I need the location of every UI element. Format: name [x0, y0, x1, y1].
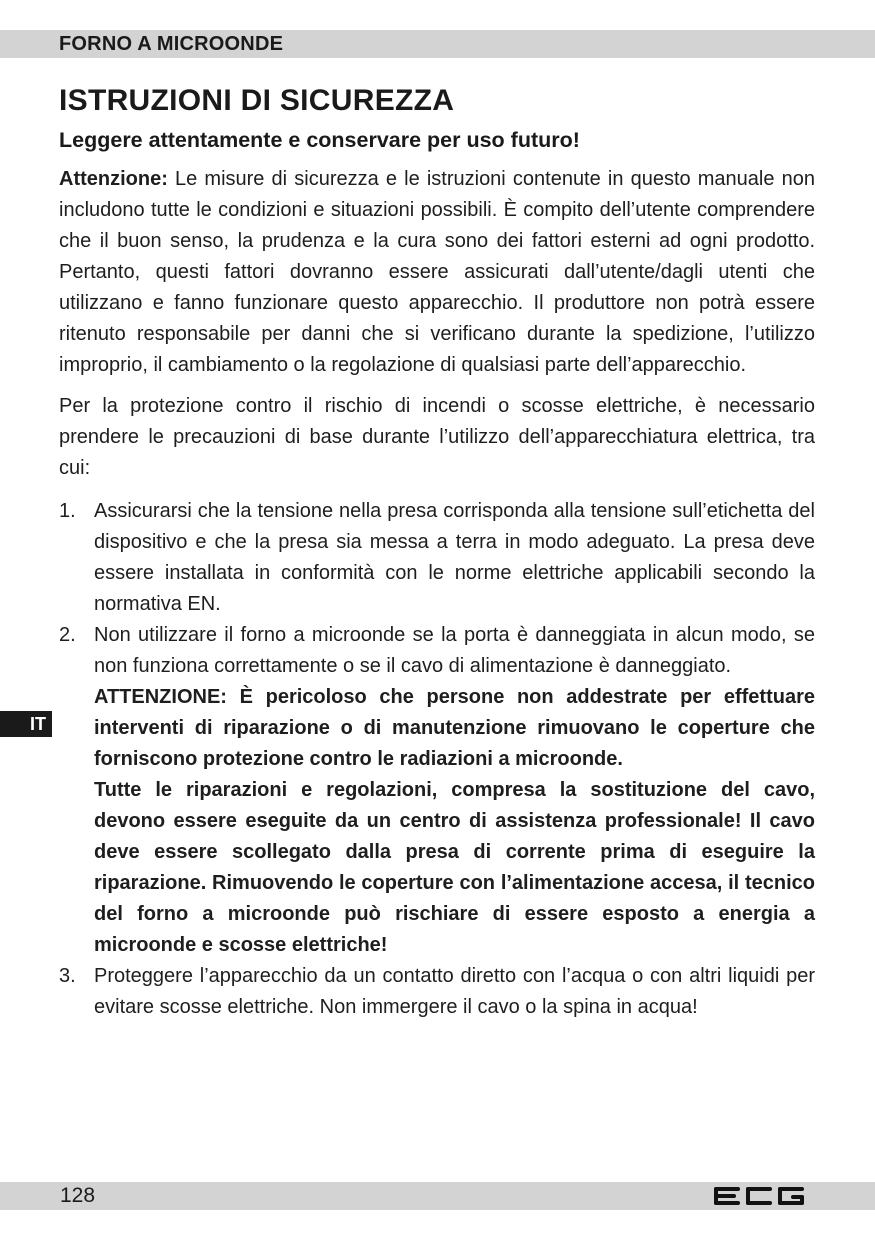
ecg-logo — [714, 1187, 804, 1205]
list-number: 3. — [59, 965, 76, 987]
intro-label: Attenzione: — [59, 168, 168, 190]
list-number: 2. — [59, 624, 76, 646]
list-item — [59, 620, 815, 961]
list-item-text: Non utilizzare il forno a microonde se la porta è danneggiata in alcun modo, se non funziona correttamente o se il cavo di alimentazione è danneggiato. — [94, 624, 815, 677]
footer-bar — [0, 1182, 875, 1210]
intro-paragraph — [59, 164, 815, 381]
page-content — [59, 84, 815, 1023]
page-number: 128 — [60, 1184, 96, 1207]
list-item — [59, 961, 815, 1023]
safety-list — [59, 496, 815, 1023]
list-number: 1. — [59, 500, 76, 522]
language-tab: IT — [0, 711, 52, 737]
subtitle: Leggere attentamente e conservare per uso futuro! — [59, 128, 580, 152]
intro-text: Le misure di sicurezza e le istruzioni contenute in questo manuale non includono tutte le condizioni e situazioni possibili. È compito dell’utente comprendere che il buon senso, la prudenza e la cura sono dei fattori esterni ad ogni prodotto. Pertanto, questi fattori dovranno essere assicurati dall’utente/dagli utenti che utilizzano e fanno funzionare questo apparecchio. Il produttore non potrà essere ritenuto responsabile per danni che si verificano durante la spedizione, l’utilizzo improprio, il cambiamento o la regolazione di qualsiasi parte dell’apparecchio. — [59, 168, 815, 376]
list-item-text: Assicurarsi che la tensione nella presa corrisponda alla tensione sull’etichetta del dispositivo e che la presa sia messa a terra in modo adeguato. La presa deve essere installata in conformità con le norme elettriche applicabili secondo la normativa EN. — [94, 500, 815, 615]
warning-text: ATTENZIONE: È pericoloso che persone non addestrate per effettuare interventi di riparazione o di manutenzione rimuovano le coperture che forniscono protezione contro le radiazioni a microonde. — [94, 686, 815, 770]
section-title: FORNO A MICROONDE — [59, 33, 284, 55]
header-bar — [0, 30, 875, 58]
list-item — [59, 496, 815, 620]
warning-text: Tutte le riparazioni e regolazioni, compresa la sostituzione del cavo, devono essere eseguite da un centro di assistenza professionale! Il cavo deve essere scollegato dalla presa di corrente prima di eseguire la riparazione. Rimuovendo le coperture con l’alimentazione accesa, il tecnico del forno a microonde può rischiare di essere esposto a energia a microonde e scosse elettriche! — [94, 779, 815, 956]
list-item-text: Proteggere l’apparecchio da un contatto diretto con l’acqua o con altri liquidi per evitare scosse elettriche. Non immergere il cavo o la spina in acqua! — [94, 965, 815, 1018]
page-title: ISTRUZIONI DI SICUREZZA — [59, 84, 455, 117]
protection-paragraph: Per la protezione contro il rischio di incendi o scosse elettriche, è necessario prendere le precauzioni di base durante l’utilizzo dell’apparecchiatura elettrica, tra cui: — [59, 395, 815, 479]
